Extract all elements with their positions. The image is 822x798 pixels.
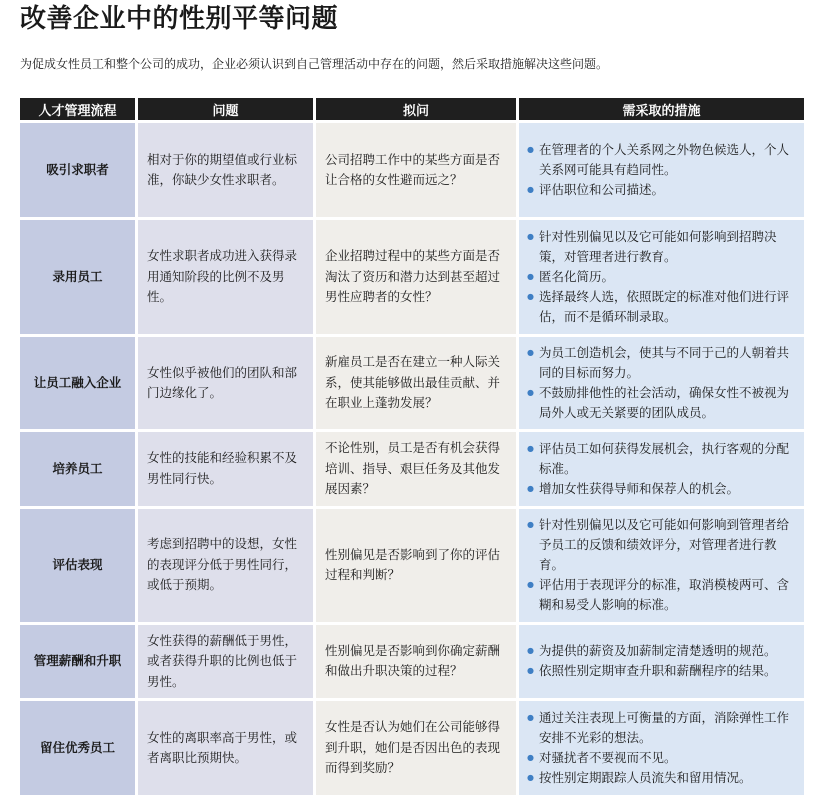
header-row (20, 98, 804, 120)
action-item: ● 针对性别偏见以及它可能如何影响到管理者给予员工的反馈和绩效评分，对管理者进行教育。 (527, 515, 796, 575)
question-cell: 新雇员工是否在建立一种人际关系，使其能够做出最佳贡献、并在职业上蓬勃发展？ (316, 337, 516, 429)
stage-cell: 吸引求职者 (20, 123, 135, 217)
table-row (20, 220, 804, 334)
table-row (20, 432, 804, 506)
action-item: ● 选择最终人选，依照既定的标准对他们进行评估，而不是循环制录取。 (527, 287, 796, 327)
problem-cell: 女性求职者成功进入获得录用通知阶段的比例不及男性。 (138, 220, 313, 334)
action-item: ● 针对性别偏见以及它可能如何影响到招聘决策，对管理者进行教育。 (527, 227, 796, 267)
action-item: ● 匿名化简历。 (527, 267, 796, 287)
actions-cell (519, 625, 804, 699)
gender-equality-table (17, 95, 807, 798)
table-row (20, 337, 804, 429)
stage-cell: 评估表现 (20, 509, 135, 622)
actions-cell (519, 337, 804, 429)
question-cell: 公司招聘工作中的某些方面是否让合格的女性避而远之？ (316, 123, 516, 217)
action-item: ● 对骚扰者不要视而不见。 (527, 748, 796, 768)
problem-cell: 相对于你的期望值或行业标准，你缺少女性求职者。 (138, 123, 313, 217)
stage-cell: 留住优秀员工 (20, 701, 135, 795)
actions-cell (519, 220, 804, 334)
action-item: ● 为员工创造机会，使其与不同于己的人朝着共同的目标而努力。 (527, 343, 796, 383)
stage-cell: 管理薪酬和升职 (20, 625, 135, 699)
stage-cell: 录用员工 (20, 220, 135, 334)
actions-cell (519, 123, 804, 217)
question-cell: 女性是否认为她们在公司能够得到升职，她们是否因出色的表现而得到奖励？ (316, 701, 516, 795)
action-item: ● 依照性别定期审查升职和薪酬程序的结果。 (527, 661, 796, 681)
question-cell: 不论性别，员工是否有机会获得培训、指导、艰巨任务及其他发展因素？ (316, 432, 516, 506)
problem-cell: 女性的技能和经验积累不及男性同行快。 (138, 432, 313, 506)
action-item: ● 评估职位和公司描述。 (527, 180, 796, 200)
header-problem: 问题 (138, 98, 313, 120)
action-item: ● 按性别定期跟踪人员流失和留用情况。 (527, 768, 796, 788)
table-row (20, 701, 804, 795)
table-row (20, 625, 804, 699)
actions-cell (519, 701, 804, 795)
page-subtitle: 为促成女性员工和整个公司的成功，企业必须认识到自己管理活动中存在的问题，然后采取措施解决这些问题。 (20, 57, 609, 71)
question-cell: 性别偏见是否影响到了你的评估过程和判断？ (316, 509, 516, 622)
table-row (20, 123, 804, 217)
actions-cell (519, 509, 804, 622)
action-item: ● 在管理者的个人关系网之外物色候选人，个人关系网可能具有趋同性。 (527, 140, 796, 180)
header-actions: 需采取的措施 (519, 98, 804, 120)
table-row (20, 509, 804, 622)
question-cell: 企业招聘过程中的某些方面是否淘汰了资历和潜力达到甚至超过男性应聘者的女性？ (316, 220, 516, 334)
header-stage: 人才管理流程 (20, 98, 135, 120)
action-item: ● 评估员工如何获得发展机会，执行客观的分配标准。 (527, 439, 796, 479)
header-question: 拟问 (316, 98, 516, 120)
action-item: ● 不鼓励排他性的社会活动，确保女性不被视为局外人或无关紧要的团队成员。 (527, 383, 796, 423)
stage-cell: 让员工融入企业 (20, 337, 135, 429)
stage-cell: 培养员工 (20, 432, 135, 506)
problem-cell: 女性似乎被他们的团队和部门边缘化了。 (138, 337, 313, 429)
action-item: ● 为提供的薪资及加薪制定清楚透明的规范。 (527, 641, 796, 661)
problem-cell: 考虑到招聘中的设想，女性的表现评分低于男性同行，或低于预期。 (138, 509, 313, 622)
actions-cell (519, 432, 804, 506)
action-item: ● 增加女性获得导师和保荐人的机会。 (527, 479, 796, 499)
action-item: ● 评估用于表现评分的标准，取消模棱两可、含糊和易受人影响的标准。 (527, 575, 796, 615)
problem-cell: 女性获得的薪酬低于男性，或者获得升职的比例也低于男性。 (138, 625, 313, 699)
action-item: ● 通过关注表现上可衡量的方面，消除弹性工作安排不光彩的想法。 (527, 708, 796, 748)
problem-cell: 女性的离职率高于男性，或者离职比预期快。 (138, 701, 313, 795)
question-cell: 性别偏见是否影响到你确定薪酬和做出升职决策的过程？ (316, 625, 516, 699)
page-title: 改善企业中的性别平等问题 (20, 4, 339, 34)
